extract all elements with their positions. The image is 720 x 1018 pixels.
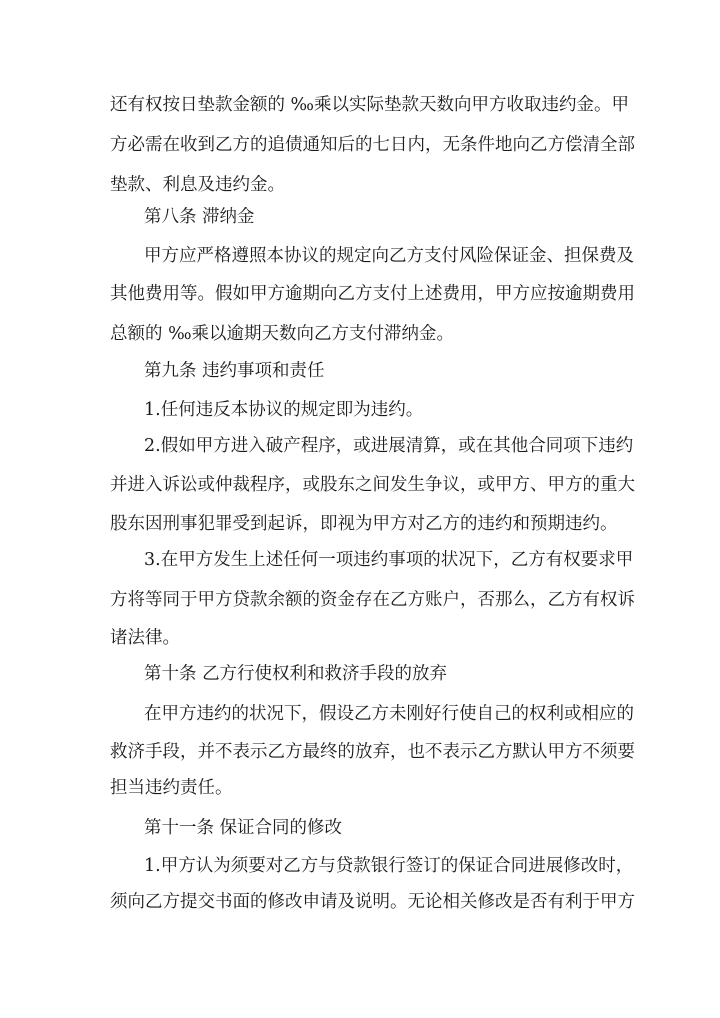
list-item: 1.任何违反本协议的规定即为违约。 (144, 400, 424, 420)
paragraph-line: 总额的 ‰乘以逾期天数向乙方支付滞纳金。 (110, 324, 455, 344)
paragraph-line: 诸法律。 (110, 628, 180, 648)
paragraph-line: 方必需在收到乙方的追债通知后的七日内，无条件地向乙方偿清全部 (110, 135, 635, 155)
paragraph-line: 垫款、利息及违约金。 (110, 175, 285, 195)
section-heading: 第九条 违约事项和责任 (144, 361, 325, 381)
paragraph-line: 甲方应严格遵照本协议的规定向乙方支付风险保证金、担保费及 (144, 246, 634, 266)
paragraph-line: 并进入诉讼或仲裁程序，或股东之间发生争议，或甲方、甲方的重大 (110, 475, 635, 495)
paragraph-line: 还有权按日垫款金额的 ‰乘以实际垫款天数向甲方收取违约金。甲 (110, 95, 630, 115)
paragraph-line: 股东因刑事犯罪受到起诉，即视为甲方对乙方的违约和预期违约。 (110, 514, 618, 534)
paragraph-line: 救济手段，并不表示乙方最终的放弃，也不表示乙方默认甲方不须要 (110, 742, 635, 762)
list-item: 3.在甲方发生上述任何一项违约事项的状况下，乙方有权要求甲 (144, 550, 634, 570)
section-heading: 第十一条 保证合同的修改 (144, 818, 343, 838)
paragraph-line: 方将等同于甲方贷款余额的资金存在乙方账户，否那么，乙方有权诉 (110, 590, 635, 610)
section-heading: 第十条 乙方行使权利和救济手段的放弃 (144, 664, 448, 684)
paragraph-line: 担当违约责任。 (110, 778, 233, 798)
section-heading: 第八条 滞纳金 (144, 207, 255, 227)
list-item: 1.甲方认为须要对乙方与贷款银行签订的保证合同进展修改时， (144, 856, 634, 876)
paragraph-line: 在甲方违约的状况下，假设乙方未刚好行使自己的权利或相应的 (144, 704, 634, 724)
paragraph-line: 其他费用等。假如甲方逾期向乙方支付上述费用，甲方应按逾期费用 (110, 284, 635, 304)
paragraph-line: 须向乙方提交书面的修改申请及说明。无论相关修改是否有利于甲方 (110, 892, 635, 912)
list-item: 2.假如甲方进入破产程序，或进展清算，或在其他合同项下违约 (144, 436, 634, 456)
